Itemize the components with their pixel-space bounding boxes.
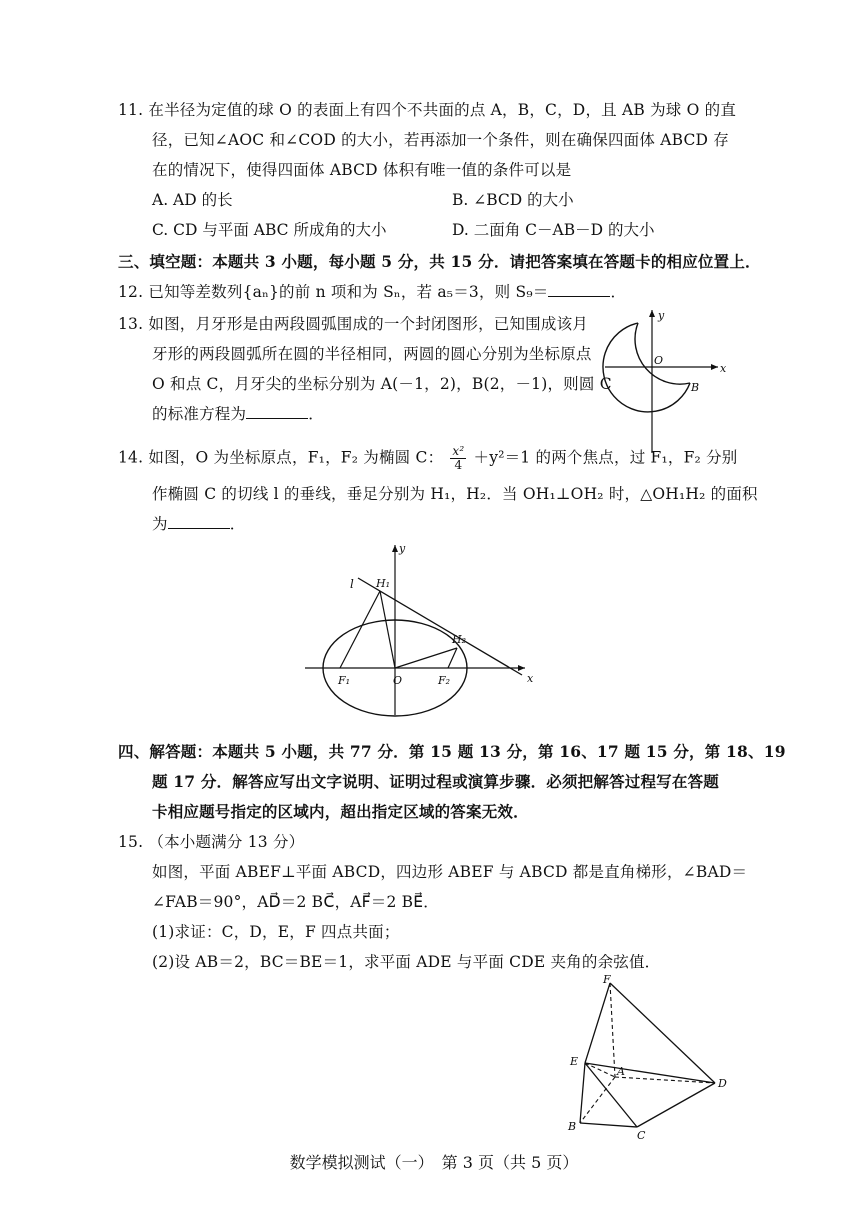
q14-label-l: l [350,577,354,591]
q14-frac-num: x² [452,444,465,458]
q14-answer-blank [168,528,230,529]
q12-period: ． [610,283,627,301]
q14-label-y: y [399,542,406,555]
q15-label-a: A [617,1065,625,1078]
y-axis-arrow [392,545,398,552]
q12-answer-blank [548,296,610,297]
q13-line1: 13. 如图，月牙形是由两段圆弧围成的一个封闭图形，已知围成该月 [118,315,588,333]
q15-line2: ∠FAB＝90°，AD⃗＝2 BC⃗，AF⃗＝2 BE⃗． [152,893,439,911]
q13-label-b: B [691,381,700,394]
q13-line3: O 和点 C，月牙尖的坐标分别为 A(－1，2)，B(2，－1)，则圆 C [152,375,612,393]
q11-option-a: A. AD 的长 [152,191,233,209]
q13-line2: 牙形的两段圆弧所在圆的半径相同，两圆的圆心分别为坐标原点 [152,345,592,363]
q12-text [118,280,626,302]
q15-label-b: B [568,1120,577,1133]
q13-crescent-figure [600,305,730,455]
q13-answer-blank [246,418,308,419]
q15-label-c: C [637,1129,646,1142]
q13-label-x: x [720,362,727,375]
q11-line3: 在的情况下，使得四面体 ABCD 体积有唯一值的条件可以是 [152,161,572,179]
q11-option-c: C. CD 与平面 ABC 所成角的大小 [152,221,387,239]
q15-solid-figure [565,973,735,1142]
q15-part2: (2)设 AB＝2，BC＝BE＝1，求平面 ADE 与平面 CDE 夹角的余弦值． [152,953,661,971]
section4-line1: 四、解答题：本题共 5 小题，共 77 分．第 15 题 13 分，第 16、17 题 15 分，第 18、19 [118,742,786,761]
q14-period: ． [229,515,246,533]
q15-label-e: E [570,1055,579,1068]
q13-label-y: y [658,309,665,322]
q15-label-d: D [718,1077,727,1090]
tangent-line-l [358,578,522,675]
q14-line2: 作椭圆 C 的切线 l 的垂线，垂足分别为 H₁，H₂．当 OH₁⊥OH₂ 时，△OH₁H₂ 的面积 [152,485,758,503]
q15-heading: 15. （本小题满分 13 分） [118,833,305,851]
q15-label-f: F [603,973,611,986]
edge-fd [610,983,715,1083]
q13-stem: 的标准方程为 [152,405,247,423]
q14-ellipse-figure [300,540,540,720]
edge-fe [585,983,610,1063]
q11-option-b: B. ∠BCD 的大小 [452,191,574,209]
q14-label-x: x [527,672,534,685]
q14-stem-b: ＋y²＝1 的两个焦点，过 F₁，F₂ 分别 [473,448,738,467]
q14-label-h2: H₂ [452,633,467,646]
q11-line1: 11. 在半径为定值的球 O 的表面上有四个不共面的点 A，B，C，D，且 AB 为球 O 的直 [118,101,737,119]
edge-cd [637,1083,715,1127]
q14-stem-c: 为 [152,515,168,533]
segment-oh2 [395,648,457,668]
q11-option-d: D. 二面角 C－AB－D 的大小 [452,221,655,239]
section4-line2: 题 17 分．解答应写出文字说明、证明过程或演算步骤．必须把解答过程写在答题 [152,772,719,791]
edge-ed [585,1063,715,1083]
q13-line4 [152,402,324,424]
edge-fa [610,983,615,1077]
q14-label-f1: F₁ [338,674,351,687]
q11-line2: 径，已知∠AOC 和∠COD 的大小，若再添加一个条件，则在确保四面体 ABCD 存 [152,131,729,149]
edge-bc [580,1123,637,1127]
q15-line1: 如图，平面 ABEF⊥平面 ABCD，四边形 ABEF 与 ABCD 都是直角梯形，∠BAD＝ [152,863,748,881]
edge-ab [580,1077,615,1123]
page-footer: 数学模拟测试（一） 第 3 页（共 5 页） [289,1153,579,1172]
q14-fraction [450,445,466,472]
q14-line3 [152,512,245,534]
section4-line3: 卡相应题号指定的区域内，超出指定区域的答案无效． [152,802,529,821]
edge-eb [580,1063,585,1123]
q13-period: ． [308,405,324,423]
q14-label-h1: H₁ [376,577,391,590]
q14-label-f2: F₂ [438,674,451,687]
q14-stem-a: 14. 如图，O 为坐标原点，F₁，F₂ 为椭圆 C： [118,448,444,467]
q14-line1 [118,445,737,472]
q14-frac-den: 4 [454,458,463,472]
edge-ad [615,1077,715,1083]
q14-label-o: O [393,674,403,687]
edge-ec [585,1063,637,1127]
x-axis-arrow [711,364,718,370]
y-axis-arrow [649,310,655,317]
segment-oh1 [380,591,395,668]
q15-part1: (1)求证：C，D，E，F 四点共面； [152,923,400,941]
perp-f1-h1 [340,591,380,668]
q13-label-o: O [654,354,664,367]
q12-stem: 12. 已知等差数列{aₙ}的前 n 项和为 Sₙ，若 a₅＝3，则 S₉＝ [118,283,549,301]
x-axis-arrow [518,665,525,671]
section3-heading: 三、填空题：本题共 3 小题，每小题 5 分，共 15 分．请把答案填在答题卡的相应位置上． [118,252,761,271]
